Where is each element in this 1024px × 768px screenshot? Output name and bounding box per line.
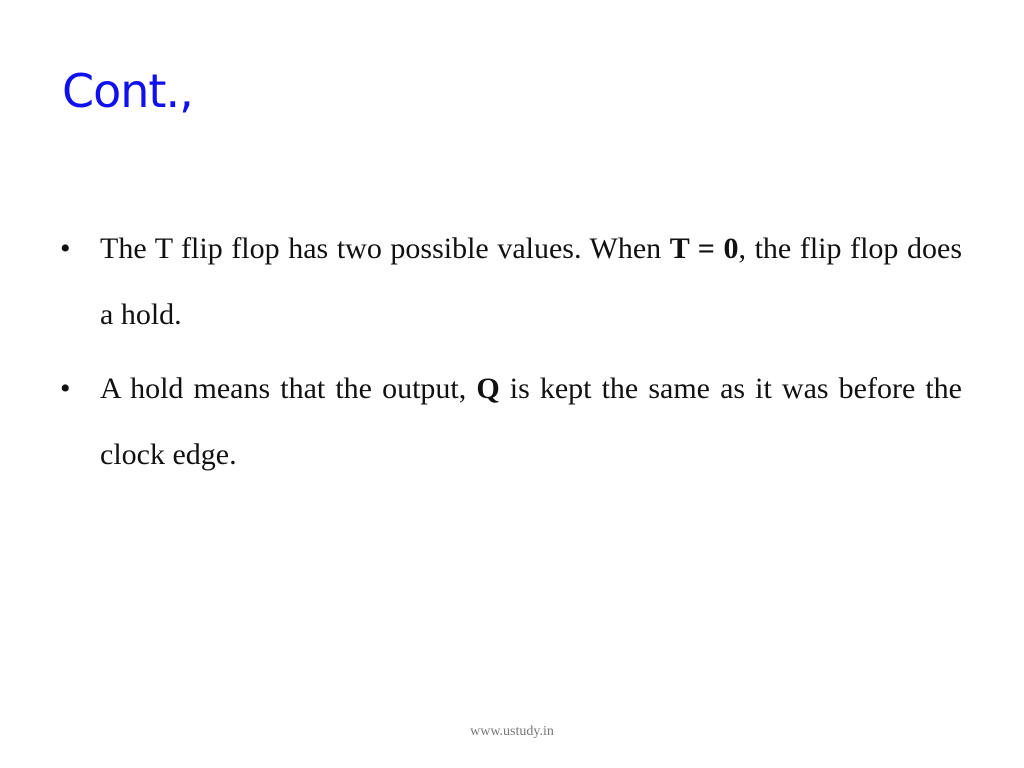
bullet-text: is kept the same as it was before the clock edge. (100, 372, 962, 471)
footer-url: www.ustudy.in (470, 724, 554, 739)
bullet-marker: • (60, 372, 71, 405)
bullet-emphasis: T = 0 (669, 232, 739, 265)
slide-title: Cont., (62, 64, 193, 118)
bullet-marker: • (60, 232, 71, 265)
bullet-emphasis: Q (476, 372, 500, 405)
bullet-list (60, 216, 962, 496)
bullet-text: , the flip flop does a hold. (100, 232, 962, 331)
bullet-text: The T flip flop has two possible values. When (100, 232, 670, 265)
bullet-item (60, 356, 962, 488)
bullet-text: A hold means that the output, (100, 372, 477, 405)
bullet-item (60, 216, 962, 348)
